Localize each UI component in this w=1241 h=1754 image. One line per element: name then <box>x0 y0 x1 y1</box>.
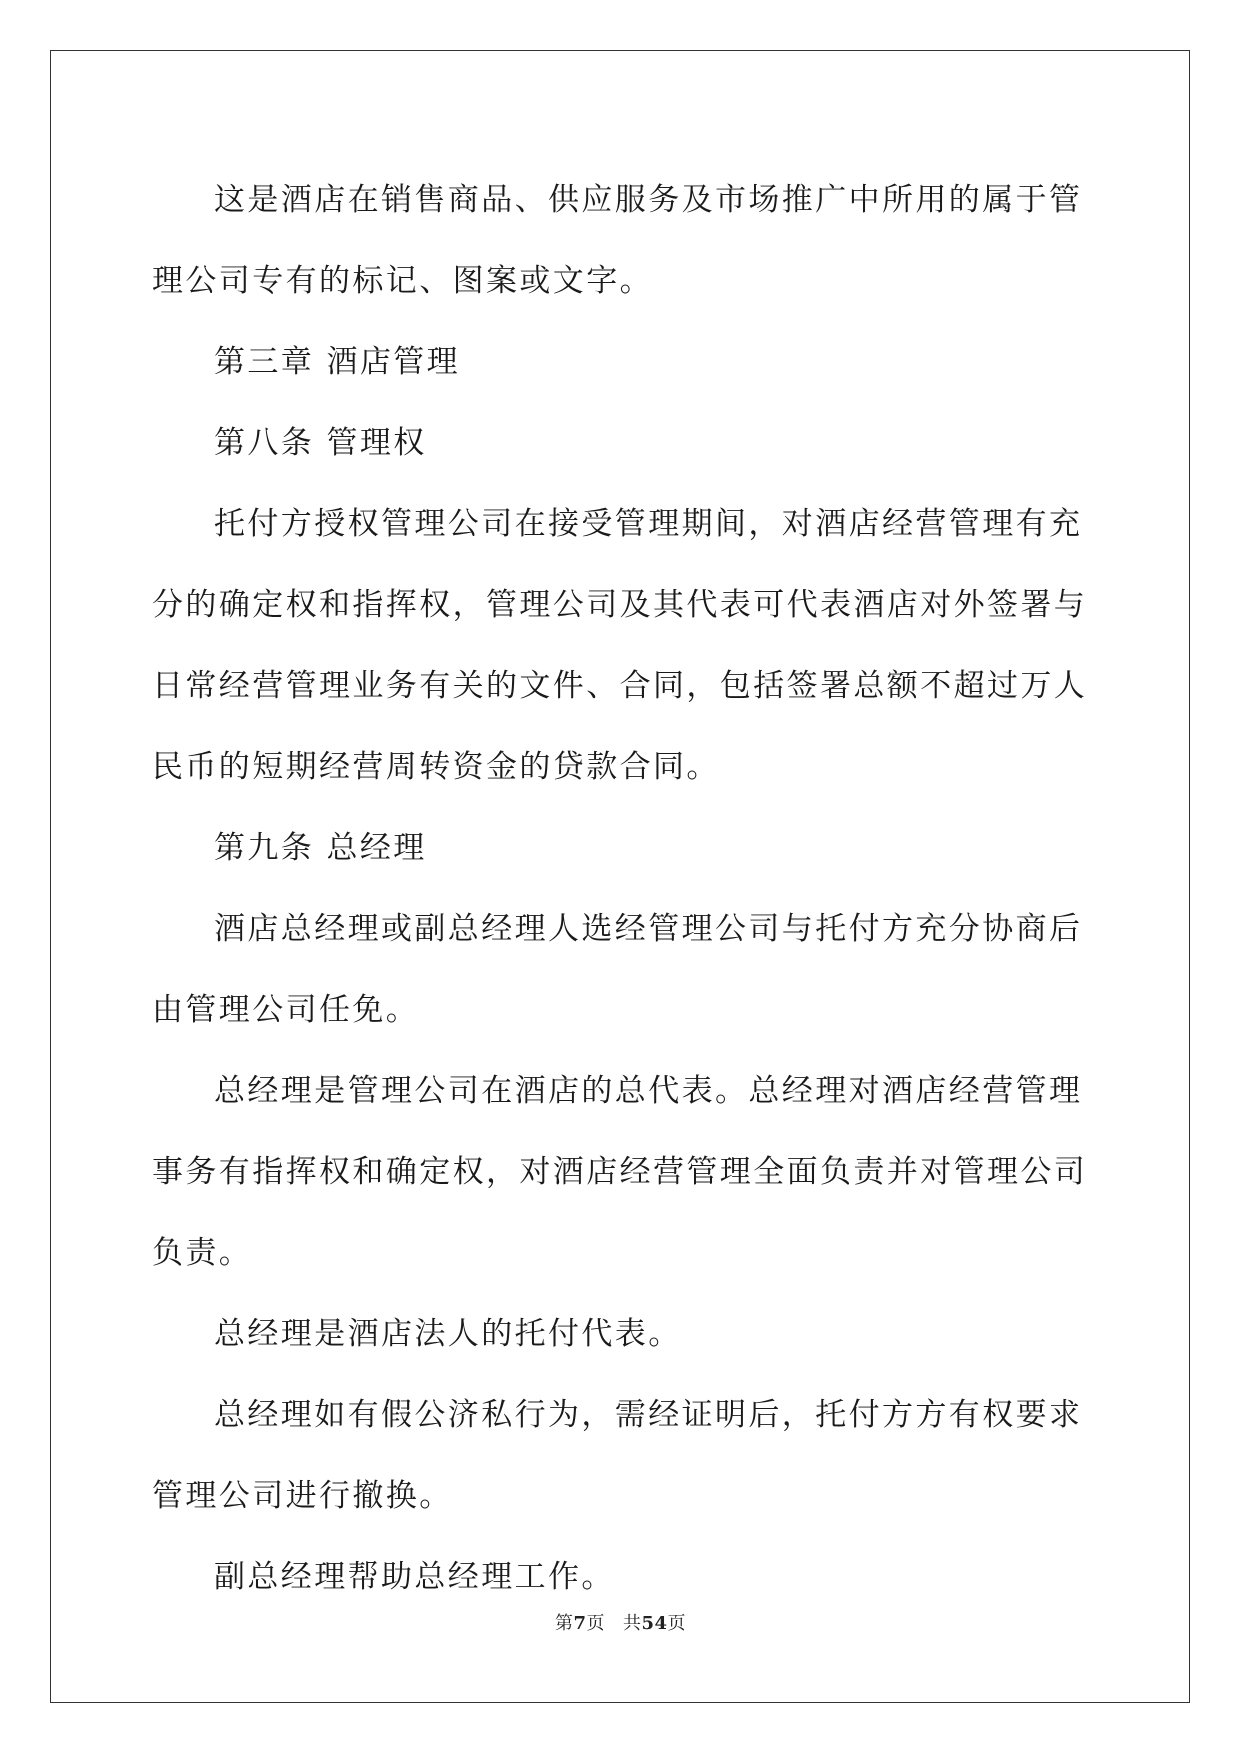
article-heading-9: 第九条 总经理 <box>214 830 427 866</box>
paragraph-deputy-gm: 副总经理帮助总经理工作。 <box>214 1559 615 1595</box>
paragraph-gm-representative: 总经理是管理公司在酒店的总代表。总经理对酒店经营管理事务有指挥权和确定权，对酒店经营管理全面负责并对管理公司负责。 <box>152 1073 1088 1271</box>
chapter-heading: 第三章 酒店管理 <box>214 344 461 380</box>
page-total: 54 <box>641 1613 668 1634</box>
total-suffix: 页 <box>667 1613 687 1634</box>
paragraph-appointment: 酒店总经理或副总经理人选经管理公司与托付方充分协商后由管理公司任免。 <box>152 911 1083 1028</box>
total-prefix: 共 <box>622 1613 642 1634</box>
page-prefix: 第 <box>554 1613 574 1634</box>
paragraph-authority: 托付方授权管理公司在接受管理期间，对酒店经营管理有充分的确定权和指挥权，管理公司及其代表可代表酒店对外签署与日常经营管理业务有关的文件、合同，包括签署总额不超过万人民币的短期经营周转资金的贷款合同。 <box>152 506 1088 785</box>
article-heading-8: 第八条 管理权 <box>214 425 427 461</box>
page-footer <box>0 1609 1241 1635</box>
page-current: 7 <box>573 1613 587 1634</box>
paragraph-gm-legal: 总经理是酒店法人的托付代表。 <box>214 1316 682 1352</box>
page-suffix: 页 <box>586 1613 605 1634</box>
paragraph-1: 这是酒店在销售商品、供应服务及市场推广中所用的属于管理公司专有的标记、图案或文字。 <box>152 182 1083 299</box>
document-body <box>152 160 1094 1618</box>
paragraph-gm-replacement: 总经理如有假公济私行为，需经证明后，托付方方有权要求管理公司进行撤换。 <box>152 1397 1083 1514</box>
